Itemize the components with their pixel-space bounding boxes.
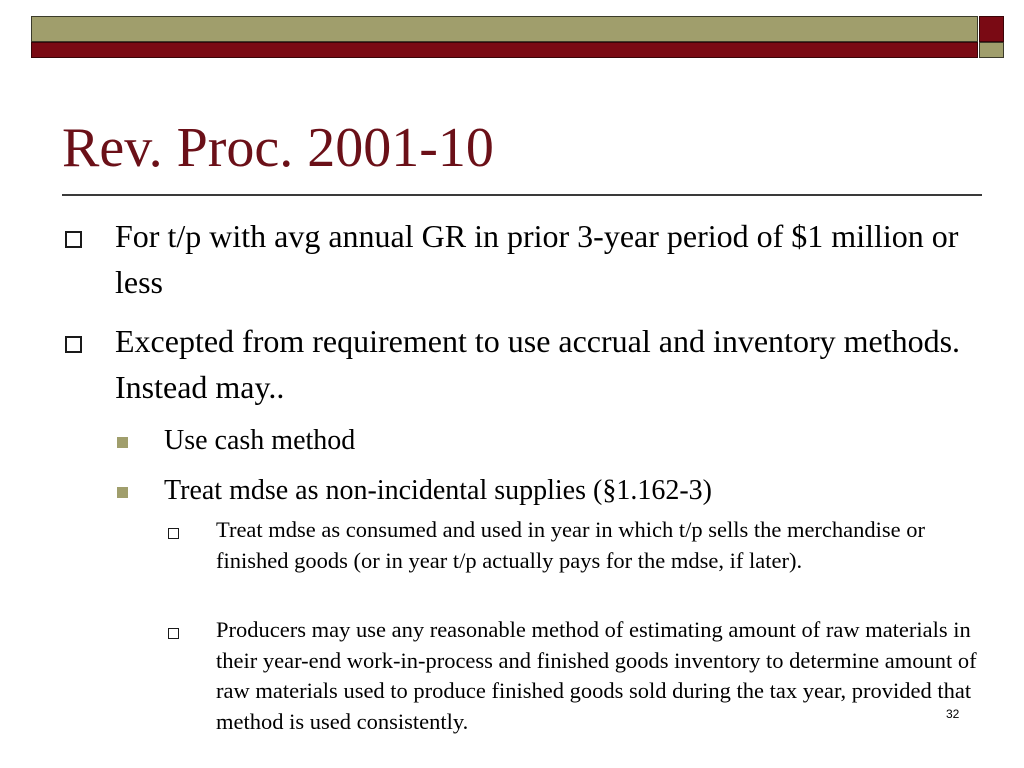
sub-bullet-item xyxy=(164,472,964,510)
sub-sub-bullet-item xyxy=(216,515,986,576)
title-divider xyxy=(62,194,982,196)
hollow-square-bullet-icon xyxy=(168,628,179,639)
header-band-olive xyxy=(31,16,978,42)
bullet-text: Excepted from requirement to use accrual and inventory methods. Instead may.. xyxy=(115,323,961,405)
slide-number: 32 xyxy=(946,707,960,721)
sub-bullet-text: Use cash method xyxy=(164,425,356,456)
header-band-maroon xyxy=(31,42,978,58)
sub-bullet-text: Treat mdse as non-incidental supplies (§1.162-3) xyxy=(164,475,712,506)
hollow-square-bullet-icon xyxy=(65,231,82,248)
header-corner-maroon xyxy=(979,16,1004,42)
filled-square-bullet-icon xyxy=(117,487,128,498)
filled-square-bullet-icon xyxy=(117,437,128,448)
sub-sub-bullet-item xyxy=(216,615,986,737)
bullet-item xyxy=(115,213,965,305)
sub-sub-bullet-text: Treat mdse as consumed and used in year in which t/p sells the merchandise or finished goods (or in year t/p actually pays for the mdse, if later). xyxy=(216,517,926,573)
hollow-square-bullet-icon xyxy=(168,528,179,539)
sub-bullet-item xyxy=(164,422,964,460)
header-corner-olive xyxy=(979,42,1004,58)
slide-title: Rev. Proc. 2001-10 xyxy=(62,117,494,179)
bullet-text: For t/p with avg annual GR in prior 3-year period of $1 million or less xyxy=(115,218,959,300)
hollow-square-bullet-icon xyxy=(65,336,82,353)
bullet-item xyxy=(115,318,965,410)
sub-sub-bullet-text: Producers may use any reasonable method of estimating amount of raw materials in their year-end work-in-process and finished goods inventory to determine amount of raw materials used to produce finished goods sold during the tax year, provided that method is used consistently. xyxy=(216,617,977,734)
